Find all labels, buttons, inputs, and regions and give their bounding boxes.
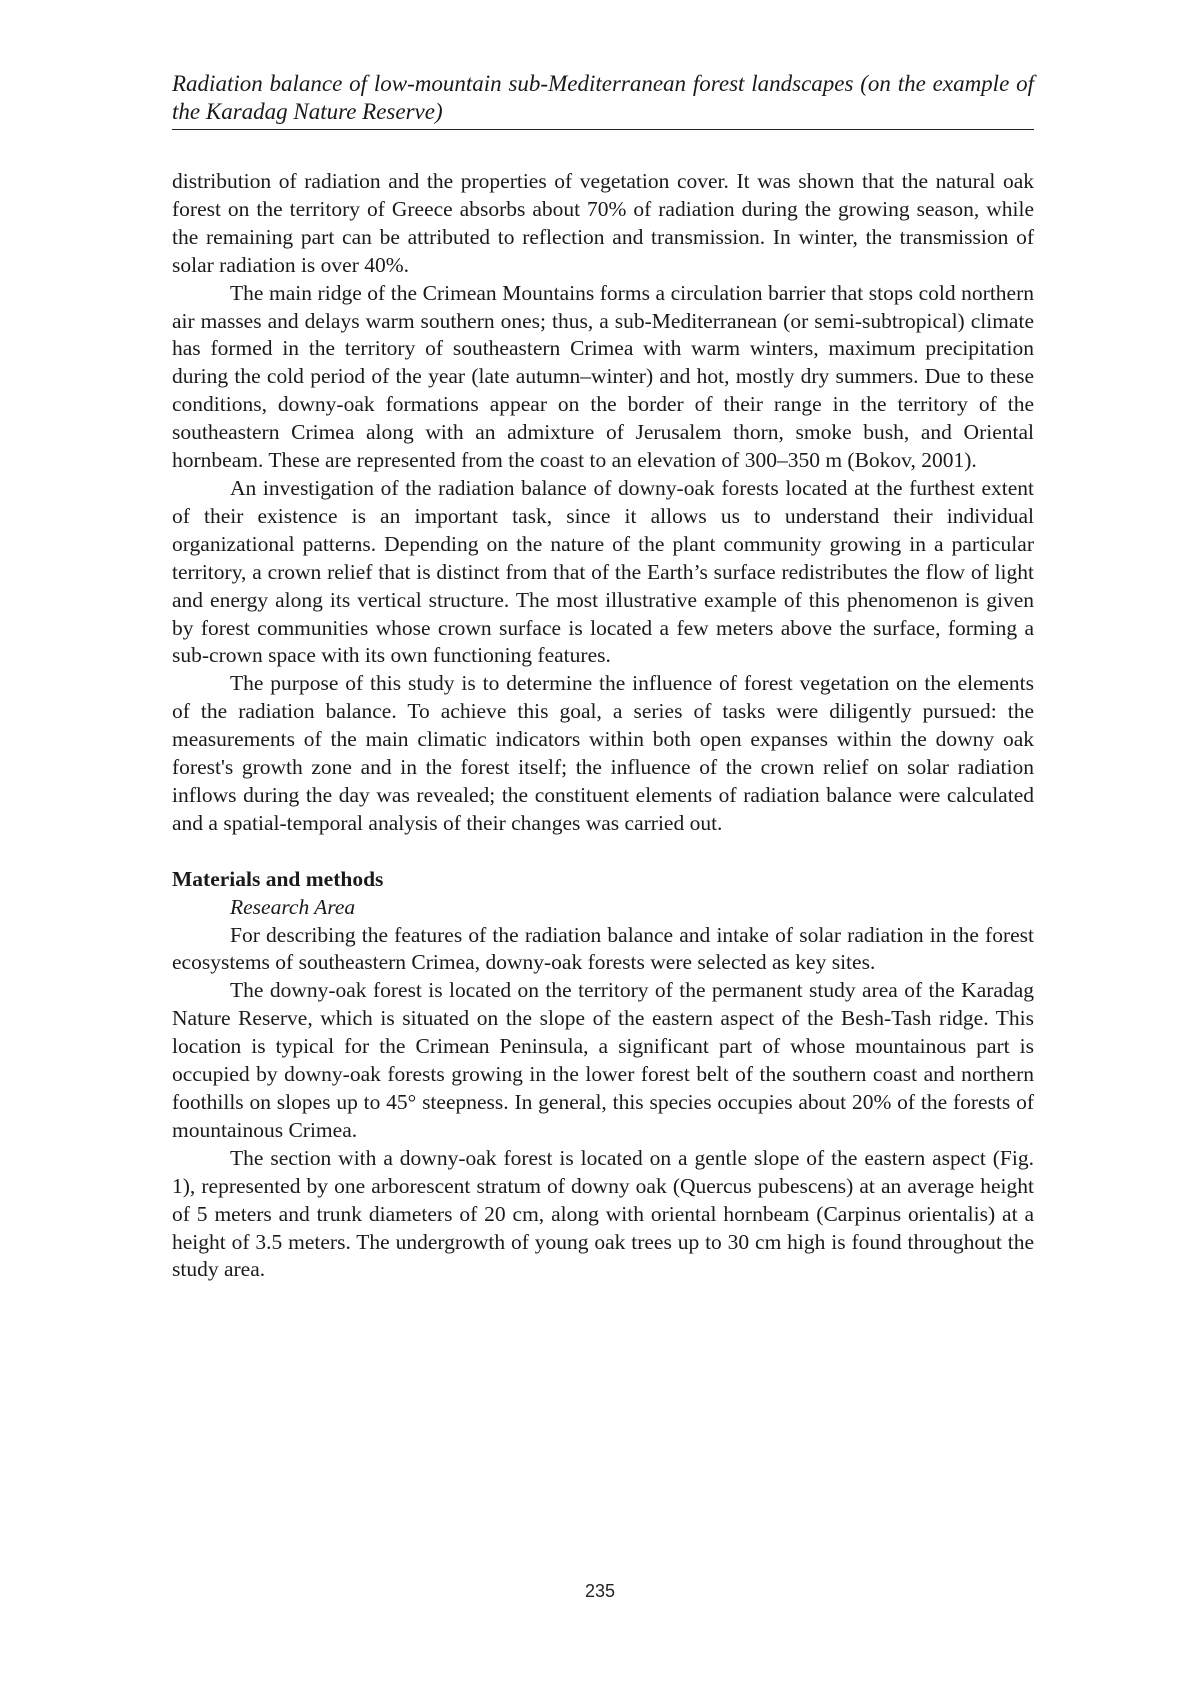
paragraph-key-sites: For describing the features of the radiation balance and intake of solar radiation in the forest ecosystems of southeastern Crimea, downy-oak forests were selected as key sites. bbox=[172, 922, 1034, 975]
paragraph-crimean-mountains: The main ridge of the Crimean Mountains forms a circulation barrier that stops cold northern air masses and delays warm southern ones; thus, a sub-Mediterranean (or semi-subtropical) climate has formed in the territory of southeastern Crimea with warm winters, maximum precipitation during the cold period of the year (late autumn–winter) and hot, mostly dry summers. Due to these conditions, downy-oak formations appear on the border of their range in the territory of the southeastern Crimea along with an admixture of Jerusalem thorn, smoke bush, and Oriental hornbeam. These are represented from the coast to an elevation of 300–350 m (Bokov, 2001). bbox=[172, 280, 1034, 473]
paragraph-continuation: distribution of radiation and the properties of vegetation cover. It was shown that the natural oak forest on the territory of Greece absorbs about 70% of radiation during the growing season, while the remaining part can be attributed to reflection and transmission. In winter, the transmission of solar radiation is over 40%. bbox=[172, 169, 1034, 277]
page bbox=[172, 70, 1034, 1284]
subsection-heading: Research Area bbox=[230, 894, 356, 919]
running-header: Radiation balance of low-mountain sub-Mediterranean forest landscapes (on the example of the Karadag Nature Reserve) bbox=[172, 70, 1034, 130]
section-heading: Materials and methods bbox=[172, 866, 384, 891]
page-number: 235 bbox=[584, 1581, 616, 1601]
body-text bbox=[172, 168, 1034, 1284]
paragraph-purpose: The purpose of this study is to determine the influence of forest vegetation on the elements of the radiation balance. To achieve this goal, a series of tasks were diligently pursued: the measurements of the main climatic indicators within both open expanses within the downy oak forest's growth zone and in the forest itself; the influence of the crown relief on solar radiation inflows during the day was revealed; the constituent elements of radiation balance were calculated and a spatial-temporal analysis of their changes was carried out. bbox=[172, 671, 1034, 835]
paragraph-forest-section: The section with a downy-oak forest is located on a gentle slope of the eastern aspect (Fig. 1), represented by one arborescent stratum of downy oak (Quercus pubescens) at an average height of 5 meters and trunk diameters of 20 cm, along with oriental hornbeam (Carpinus orientalis) at a height of 3.5 meters. The undergrowth of young oak trees up to 30 cm high is found throughout the study area. bbox=[172, 1145, 1034, 1282]
paragraph-investigation: An investigation of the radiation balance of downy-oak forests located at the furthest extent of their existence is an important task, since it allows us to understand their individual organizational patterns. Depending on the nature of the plant community growing in a particular territory, a crown relief that is distinct from that of the Earth’s surface redistributes the flow of light and energy along its vertical structure. The most illustrative example of this phenomenon is given by forest communities whose crown surface is located a few meters above the surface, forming a sub-crown space with its own functioning features. bbox=[172, 475, 1034, 668]
paragraph-study-area: The downy-oak forest is located on the territory of the permanent study area of the Karadag Nature Reserve, which is situated on the slope of the eastern aspect of the Besh-Tash ridge. This location is typical for the Crimean Peninsula, a significant part of whose mountainous part is occupied by downy-oak forests growing in the lower forest belt of the southern coast and northern foothills on slopes up to 45° steepness. In general, this species occupies about 20% of the forests of mountainous Crimea. bbox=[172, 978, 1034, 1142]
